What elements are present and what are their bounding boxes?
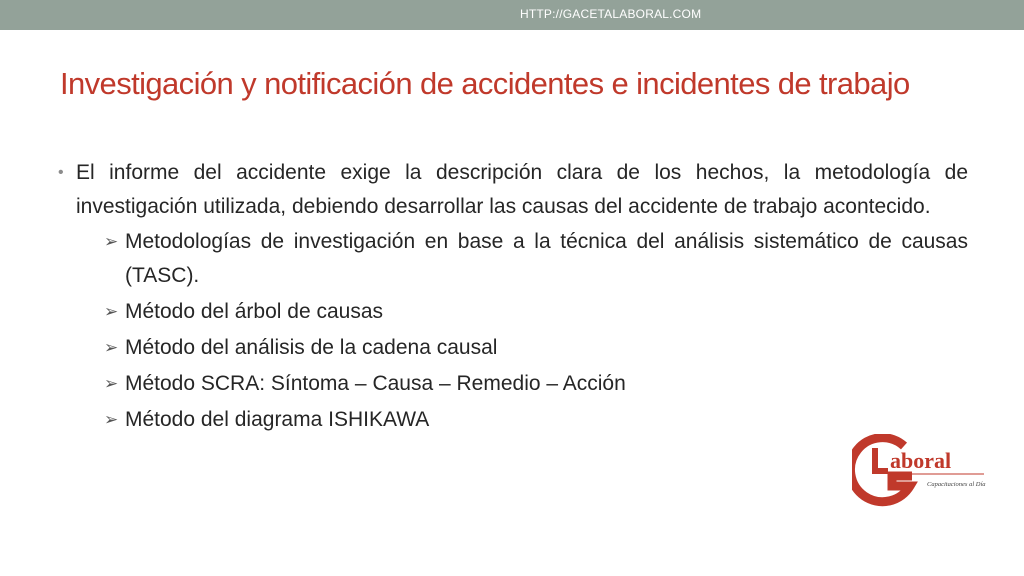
sub-bullet [56, 295, 968, 329]
logo-tagline: Capacitaciones al Día [927, 481, 986, 488]
laboral-logo [852, 434, 992, 510]
sub-bullet-text: Método del análisis de la cadena causal [125, 336, 498, 359]
sub-bullet [56, 225, 968, 293]
main-bullet-text: El informe del accidente exige la descripción clara de los hechos, la metodología de investigación utilizada, debiendo desarrollar las causas del accidente de trabajo acontecido. [76, 161, 968, 218]
sub-bullet-text: Método SCRA: Síntoma – Causa – Remedio – Acción [125, 372, 626, 395]
logo-text: aboral [890, 448, 952, 473]
arrow-bullet-icon: ➢ [104, 232, 119, 251]
website-url[interactable]: HTTP://GACETALABORAL.COM [520, 7, 702, 21]
sub-bullet-text: Método del árbol de causas [125, 300, 383, 323]
arrow-bullet-icon: ➢ [104, 302, 119, 321]
sub-bullet-text: Método del diagrama ISHIKAWA [125, 408, 430, 431]
arrow-bullet-icon: ➢ [104, 410, 119, 429]
bullet-dot-icon: • [58, 164, 64, 181]
sub-bullet [56, 331, 968, 365]
sub-bullet [56, 403, 968, 437]
arrow-bullet-icon: ➢ [104, 338, 119, 357]
arrow-bullet-icon: ➢ [104, 374, 119, 393]
slide-content [56, 156, 968, 439]
main-bullet [56, 156, 968, 224]
sub-bullet-text: Metodologías de investigación en base a la técnica del análisis sistemático de causas (TASC). [125, 230, 968, 287]
sub-bullet [56, 367, 968, 401]
header-bar [0, 0, 1024, 30]
slide-title: Investigación y notificación de accidentes e incidentes de trabajo [60, 66, 910, 101]
